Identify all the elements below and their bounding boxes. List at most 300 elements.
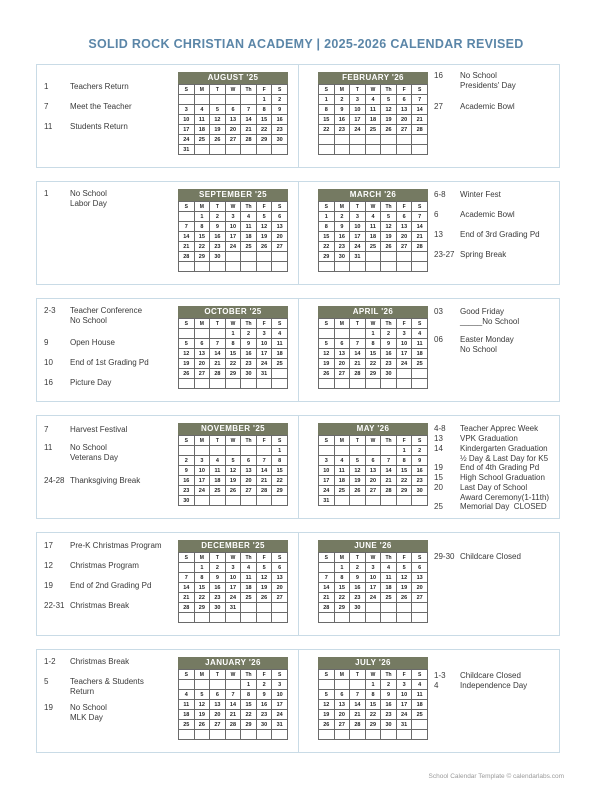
day-cell: 15 — [194, 583, 210, 593]
weekday-header-row — [319, 553, 428, 563]
weekday-label: T — [350, 319, 366, 329]
weekday-label: W — [225, 85, 241, 95]
day-cell — [396, 496, 412, 506]
day-cell: 2 — [179, 456, 195, 466]
event-text: Spring Break — [460, 250, 507, 259]
day-cell: 5 — [319, 690, 335, 700]
day-cell: 12 — [225, 466, 241, 476]
day-cell: 16 — [272, 115, 288, 125]
weekday-label: W — [365, 85, 381, 95]
day-cell: 26 — [210, 135, 226, 145]
day-cell — [256, 262, 272, 272]
day-cell: 28 — [381, 486, 397, 496]
day-cell: 3 — [365, 563, 381, 573]
day-cell — [241, 95, 257, 105]
day-cell: 26 — [319, 369, 335, 379]
day-cell: 4 — [241, 212, 257, 222]
weekday-label: T — [350, 436, 366, 446]
event-date: 17 — [44, 541, 53, 550]
day-cell: 10 — [256, 339, 272, 349]
day-cell: 5 — [381, 212, 397, 222]
event-text: Harvest Festival — [70, 425, 128, 434]
day-cell — [381, 262, 397, 272]
right-events — [434, 532, 560, 636]
day-cell — [272, 496, 288, 506]
day-cell — [179, 379, 195, 389]
month-calendar — [178, 423, 288, 506]
weekday-label: W — [225, 436, 241, 446]
day-cell — [241, 252, 257, 262]
day-cell: 2 — [241, 329, 257, 339]
day-cell: 31 — [256, 369, 272, 379]
day-cell: 12 — [256, 573, 272, 583]
weekday-label: S — [319, 670, 335, 680]
day-cell — [241, 496, 257, 506]
weekday-label: S — [179, 670, 195, 680]
day-cell: 30 — [210, 252, 226, 262]
day-cell: 5 — [319, 339, 335, 349]
day-cell: 21 — [179, 242, 195, 252]
left-events — [44, 415, 170, 519]
day-cell: 8 — [194, 573, 210, 583]
day-cell: 25 — [272, 359, 288, 369]
event-date: 19 — [44, 703, 53, 712]
event-date: 16 — [44, 378, 53, 387]
week-row — [179, 573, 288, 583]
day-cell: 16 — [381, 349, 397, 359]
day-cell: 1 — [319, 212, 335, 222]
day-cell: 10 — [225, 573, 241, 583]
day-cell: 27 — [365, 486, 381, 496]
day-cell: 14 — [350, 349, 366, 359]
week-row — [319, 563, 428, 573]
event-date: 24-28 — [44, 476, 65, 485]
day-cell — [272, 730, 288, 740]
day-cell: 8 — [365, 690, 381, 700]
day-cell: 10 — [272, 690, 288, 700]
weekday-label: S — [412, 85, 428, 95]
day-cell — [241, 603, 257, 613]
day-cell — [365, 603, 381, 613]
left-events — [44, 649, 170, 753]
week-row — [319, 105, 428, 115]
right-events — [434, 181, 560, 285]
day-cell: 19 — [319, 710, 335, 720]
day-cell: 24 — [272, 710, 288, 720]
day-cell: 2 — [334, 95, 350, 105]
weekday-label: S — [319, 436, 335, 446]
day-cell: 23 — [256, 710, 272, 720]
weekday-header-row — [319, 319, 428, 329]
day-cell: 20 — [210, 710, 226, 720]
day-cell: 11 — [194, 115, 210, 125]
day-cell: 23 — [350, 593, 366, 603]
week-row — [319, 466, 428, 476]
weekday-label: S — [412, 319, 428, 329]
day-cell — [241, 379, 257, 389]
day-cell: 20 — [225, 125, 241, 135]
day-cell: 30 — [412, 486, 428, 496]
day-cell: 17 — [272, 700, 288, 710]
day-cell — [334, 145, 350, 155]
day-cell: 8 — [256, 105, 272, 115]
day-cell — [194, 379, 210, 389]
day-cell: 6 — [194, 339, 210, 349]
weekday-label: W — [365, 319, 381, 329]
day-cell: 27 — [272, 593, 288, 603]
day-cell: 8 — [272, 456, 288, 466]
day-cell — [334, 680, 350, 690]
day-cell: 4 — [334, 456, 350, 466]
day-cell: 30 — [381, 369, 397, 379]
day-cell: 15 — [365, 349, 381, 359]
weekday-label: F — [256, 202, 272, 212]
day-cell — [319, 379, 335, 389]
day-cell: 30 — [241, 369, 257, 379]
weekday-label: S — [412, 553, 428, 563]
day-cell: 28 — [319, 603, 335, 613]
day-cell: 5 — [256, 563, 272, 573]
day-cell: 24 — [194, 486, 210, 496]
day-cell: 4 — [179, 690, 195, 700]
day-cell: 13 — [272, 222, 288, 232]
weekday-label: T — [210, 553, 226, 563]
day-cell — [272, 145, 288, 155]
month-calendar — [318, 657, 428, 740]
day-cell: 28 — [412, 125, 428, 135]
day-cell: 1 — [241, 680, 257, 690]
day-cell: 7 — [210, 339, 226, 349]
week-row — [179, 593, 288, 603]
day-cell: 12 — [381, 222, 397, 232]
week-row — [319, 339, 428, 349]
day-cell: 5 — [396, 563, 412, 573]
day-cell: 28 — [350, 720, 366, 730]
day-cell: 22 — [319, 125, 335, 135]
day-cell: 28 — [241, 135, 257, 145]
event-date: 9 — [44, 338, 49, 347]
day-cell: 26 — [225, 486, 241, 496]
day-cell: 29 — [256, 135, 272, 145]
week-row — [319, 613, 428, 623]
day-cell: 15 — [334, 583, 350, 593]
day-cell: 30 — [350, 603, 366, 613]
event-text: Students Return — [70, 122, 128, 131]
day-cell: 6 — [225, 105, 241, 115]
week-row — [179, 115, 288, 125]
event-text: End of 1st Grading Pd — [70, 358, 149, 367]
event-text: Teacher Conference No School — [70, 306, 143, 325]
day-cell: 1 — [319, 95, 335, 105]
day-cell: 3 — [194, 456, 210, 466]
weekday-label: S — [412, 670, 428, 680]
week-row — [179, 262, 288, 272]
day-cell: 1 — [365, 329, 381, 339]
week-row — [179, 613, 288, 623]
event-text: Good Friday _____No School — [460, 307, 520, 326]
event-date: 14 — [434, 444, 443, 453]
day-cell: 4 — [194, 105, 210, 115]
day-cell: 20 — [334, 359, 350, 369]
day-cell: 19 — [225, 476, 241, 486]
event-date: 6 — [434, 210, 439, 219]
day-cell: 8 — [194, 222, 210, 232]
day-cell — [179, 262, 195, 272]
day-cell: 25 — [412, 710, 428, 720]
day-cell — [350, 730, 366, 740]
day-cell — [272, 613, 288, 623]
left-events — [44, 64, 170, 168]
day-cell: 18 — [365, 115, 381, 125]
day-cell: 23 — [210, 242, 226, 252]
day-cell — [210, 613, 226, 623]
week-row — [179, 232, 288, 242]
day-cell — [272, 262, 288, 272]
footer-credit: School Calendar Template © calendarlabs.com — [428, 773, 564, 780]
weekday-label: W — [225, 670, 241, 680]
day-cell — [334, 329, 350, 339]
day-cell: 7 — [179, 573, 195, 583]
event-text: No School Labor Day — [70, 189, 107, 208]
day-cell — [225, 680, 241, 690]
day-cell: 1 — [194, 563, 210, 573]
day-cell: 12 — [350, 466, 366, 476]
day-cell — [365, 446, 381, 456]
weekday-label: M — [194, 202, 210, 212]
event-date: 27 — [434, 102, 443, 111]
day-cell: 30 — [272, 135, 288, 145]
day-cell: 24 — [365, 593, 381, 603]
day-cell: 9 — [210, 573, 226, 583]
day-cell: 16 — [350, 583, 366, 593]
day-cell: 9 — [272, 105, 288, 115]
day-cell: 7 — [179, 222, 195, 232]
day-cell — [210, 730, 226, 740]
day-cell: 16 — [210, 583, 226, 593]
day-cell: 27 — [241, 486, 257, 496]
day-cell: 21 — [210, 359, 226, 369]
day-cell: 2 — [350, 563, 366, 573]
day-cell: 2 — [412, 446, 428, 456]
weekday-label: T — [350, 670, 366, 680]
event-text: Memorial Day CLOSED — [460, 502, 547, 511]
day-cell: 7 — [350, 690, 366, 700]
month-row — [36, 181, 560, 285]
day-cell — [179, 212, 195, 222]
day-cell: 18 — [210, 476, 226, 486]
event-text: Pre-K Christmas Program — [70, 541, 162, 550]
day-cell — [210, 145, 226, 155]
day-cell: 1 — [194, 212, 210, 222]
weekday-label: W — [225, 553, 241, 563]
day-cell: 31 — [225, 603, 241, 613]
weekday-label: W — [365, 670, 381, 680]
day-cell — [210, 446, 226, 456]
month-grid — [318, 435, 428, 506]
week-row — [179, 339, 288, 349]
day-cell: 22 — [194, 242, 210, 252]
day-cell: 24 — [225, 242, 241, 252]
day-cell: 17 — [350, 232, 366, 242]
day-cell: 18 — [241, 232, 257, 242]
week-row — [319, 135, 428, 145]
day-cell: 6 — [396, 95, 412, 105]
day-cell: 13 — [412, 573, 428, 583]
day-cell: 5 — [225, 456, 241, 466]
day-cell: 10 — [350, 105, 366, 115]
left-events — [44, 532, 170, 636]
day-cell: 11 — [365, 222, 381, 232]
day-cell: 10 — [396, 339, 412, 349]
weekday-label: M — [334, 670, 350, 680]
day-cell: 19 — [179, 359, 195, 369]
day-cell — [225, 95, 241, 105]
month-header: JULY '26 — [318, 657, 428, 669]
day-cell: 10 — [194, 466, 210, 476]
day-cell — [319, 446, 335, 456]
event-text: Teachers & Students Return — [70, 677, 144, 696]
weekday-label: M — [194, 319, 210, 329]
day-cell: 20 — [396, 115, 412, 125]
event-text: End of 4th Grading Pd — [460, 463, 540, 472]
month-header: DECEMBER '25 — [178, 540, 288, 552]
event-date: 13 — [434, 434, 443, 443]
day-cell: 23 — [210, 593, 226, 603]
day-cell — [412, 720, 428, 730]
day-cell: 26 — [396, 593, 412, 603]
day-cell — [194, 613, 210, 623]
day-cell: 14 — [381, 466, 397, 476]
day-cell: 16 — [179, 476, 195, 486]
day-cell — [412, 730, 428, 740]
day-cell: 14 — [225, 700, 241, 710]
day-cell — [365, 730, 381, 740]
day-cell: 29 — [319, 252, 335, 262]
week-row — [319, 593, 428, 603]
month-header: APRIL '26 — [318, 306, 428, 318]
day-cell — [319, 329, 335, 339]
day-cell — [381, 135, 397, 145]
day-cell: 21 — [350, 359, 366, 369]
week-row — [179, 329, 288, 339]
day-cell: 29 — [194, 603, 210, 613]
month-grid — [178, 318, 288, 389]
day-cell: 22 — [365, 359, 381, 369]
event-text: Picture Day — [70, 378, 112, 387]
day-cell — [350, 446, 366, 456]
week-row — [179, 700, 288, 710]
day-cell: 8 — [396, 456, 412, 466]
day-cell — [319, 563, 335, 573]
day-cell: 2 — [381, 680, 397, 690]
day-cell: 25 — [210, 486, 226, 496]
weekday-label: S — [272, 670, 288, 680]
day-cell: 21 — [256, 476, 272, 486]
weekday-header-row — [319, 436, 428, 446]
day-cell: 11 — [412, 339, 428, 349]
month-calendar — [178, 540, 288, 623]
day-cell: 19 — [256, 583, 272, 593]
day-cell — [210, 329, 226, 339]
week-row — [179, 222, 288, 232]
day-cell — [396, 369, 412, 379]
day-cell — [396, 730, 412, 740]
week-row — [319, 710, 428, 720]
weekday-label: W — [365, 202, 381, 212]
day-cell: 28 — [179, 603, 195, 613]
weekday-header-row — [179, 436, 288, 446]
weekday-label: Th — [241, 319, 257, 329]
day-cell: 14 — [319, 583, 335, 593]
week-row — [179, 359, 288, 369]
day-cell: 10 — [225, 222, 241, 232]
event-text: Last Day of School Award Ceremony(1-11th) — [460, 483, 550, 502]
week-row — [319, 476, 428, 486]
day-cell — [241, 262, 257, 272]
day-cell — [210, 95, 226, 105]
weekday-header-row — [319, 202, 428, 212]
day-cell: 26 — [179, 369, 195, 379]
event-text: End of 2nd Grading Pd — [70, 581, 152, 590]
weekday-label: S — [412, 436, 428, 446]
weekday-label: Th — [241, 202, 257, 212]
day-cell: 7 — [241, 105, 257, 115]
event-text: Thanksgiving Break — [70, 476, 141, 485]
weekday-label: Th — [381, 319, 397, 329]
day-cell: 19 — [350, 476, 366, 486]
event-date: 2-3 — [44, 306, 56, 315]
day-cell — [412, 613, 428, 623]
day-cell: 18 — [381, 583, 397, 593]
day-cell — [179, 730, 195, 740]
day-cell — [194, 446, 210, 456]
weekday-label: T — [350, 553, 366, 563]
day-cell: 12 — [256, 222, 272, 232]
day-cell: 3 — [396, 329, 412, 339]
day-cell: 4 — [241, 563, 257, 573]
weekday-label: S — [412, 202, 428, 212]
left-events — [44, 298, 170, 402]
day-cell: 19 — [396, 583, 412, 593]
week-row — [319, 95, 428, 105]
day-cell: 7 — [350, 339, 366, 349]
day-cell: 29 — [365, 720, 381, 730]
day-cell — [225, 730, 241, 740]
day-cell: 4 — [272, 329, 288, 339]
day-cell: 13 — [396, 222, 412, 232]
day-cell: 20 — [272, 583, 288, 593]
day-cell: 4 — [210, 456, 226, 466]
day-cell — [225, 613, 241, 623]
month-header: SEPTEMBER '25 — [178, 189, 288, 201]
weekday-label: M — [194, 670, 210, 680]
day-cell: 2 — [256, 680, 272, 690]
month-calendar — [178, 657, 288, 740]
day-cell — [272, 379, 288, 389]
day-cell: 8 — [365, 339, 381, 349]
day-cell: 25 — [412, 359, 428, 369]
day-cell: 26 — [381, 242, 397, 252]
day-cell — [241, 145, 257, 155]
weekday-label: T — [210, 319, 226, 329]
day-cell — [225, 446, 241, 456]
day-cell: 9 — [210, 222, 226, 232]
day-cell: 3 — [225, 212, 241, 222]
day-cell: 15 — [241, 700, 257, 710]
weekday-header-row — [179, 670, 288, 680]
day-cell: 23 — [272, 125, 288, 135]
month-row — [36, 532, 560, 636]
